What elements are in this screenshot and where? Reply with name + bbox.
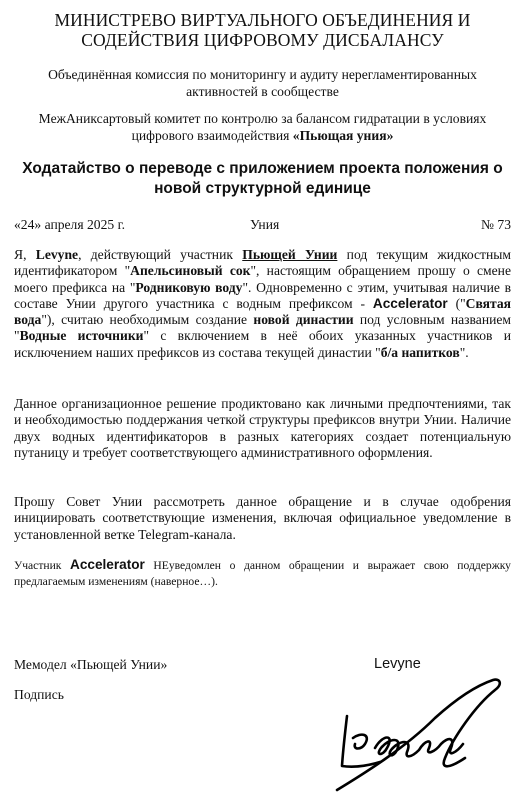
p1-text-5: ". Одновременно с этим, учитывая наличие в составе Унии другого участника с водным префиксом -	[14, 279, 511, 311]
committee-heading	[20, 110, 505, 144]
document-place: Уния	[250, 217, 280, 232]
p1-text-9: " с включением в неё обоих указанных участников и исключением наших префиксов из состава текущей династии "	[14, 328, 511, 360]
p1-text-10: ".	[459, 344, 469, 360]
note-text-1: Участник	[14, 559, 71, 572]
p1-text-8: под условным названием "	[14, 312, 511, 344]
document-meta	[14, 216, 511, 234]
note-participant-name: Accelerator	[70, 557, 145, 572]
p1-text-6: ("	[447, 295, 466, 311]
p1-text-2: , действующий участник	[78, 247, 243, 262]
commission-heading: Объединённая комиссия по мониторингу и аудиту нерегламентированных активностей в сообществе	[48, 67, 477, 99]
paragraph-petition: Прошу Совет Унии рассмотреть данное обращение и в случае одобрения инициировать соответствующие изменения, включая официальное уведомление в установленной ветке Telegram-канала.	[14, 494, 511, 542]
memodel-title: Мемодел «Пьющей Унии»	[14, 657, 168, 672]
p1-text-3: под текущим жидкостным идентификатором "	[14, 247, 511, 279]
document-number: № 73	[481, 217, 511, 232]
other-prefix: Святая вода	[14, 295, 511, 328]
p1-text-1: Я,	[14, 247, 36, 262]
signature-label: Подпись	[14, 687, 64, 702]
committee-name: «Пьющая уния»	[292, 128, 394, 143]
union-name: Пьющей Унии	[242, 247, 338, 262]
document-date: «24» апреля 2025 г.	[14, 217, 126, 232]
new-prefix: Родниковую воду	[135, 279, 243, 295]
new-dynasty: новой династии	[253, 312, 354, 328]
paragraph-rationale: Данное организационное решение продиктовано как личными предпочтениями, так и необходимостью поддержания четкой структуры префиксов внутри Унии. Наличие двух водных идентификаторов в разных категориях создает потенциальную путаницу и требует соответствующего административного оформления.	[14, 396, 511, 460]
participant-note	[14, 557, 511, 590]
current-dynasty: б/а напитков	[380, 344, 460, 360]
applicant-name: Levyne	[35, 247, 79, 262]
handwritten-signature	[325, 678, 515, 793]
current-identifier: Апельсиновый сок	[130, 263, 251, 279]
document-title: Ходатайство о переводе с приложением проекта положения о новой структурной единице	[22, 160, 503, 197]
paragraph-request	[14, 247, 511, 361]
ministry-heading: МИНИСТРЕВО ВИРТУАЛЬНОГО ОБЪЕДИНЕНИЯ И СОДЕЙСТВИЯ ЦИФРОВОМУ ДИСБАЛАНСУ	[54, 10, 471, 50]
p1-text-7: "), считаю необходимым создание	[41, 312, 254, 328]
other-participant: Accelerator	[372, 295, 448, 311]
dynasty-name: Водные источники	[19, 328, 144, 344]
committee-text: МежАниксартовый комитет по контролю за балансом гидратации в условиях цифрового взаимодействия	[38, 111, 487, 143]
p1-text-4: ", настоящим обращением прошу о смене моего префикса на "	[14, 263, 511, 295]
signer-name: Levyne	[374, 656, 421, 672]
note-text-2: НЕуведомлен о данном обращении и выражает свою поддержку предлагаемым изменениям (наверное…).	[14, 559, 511, 588]
